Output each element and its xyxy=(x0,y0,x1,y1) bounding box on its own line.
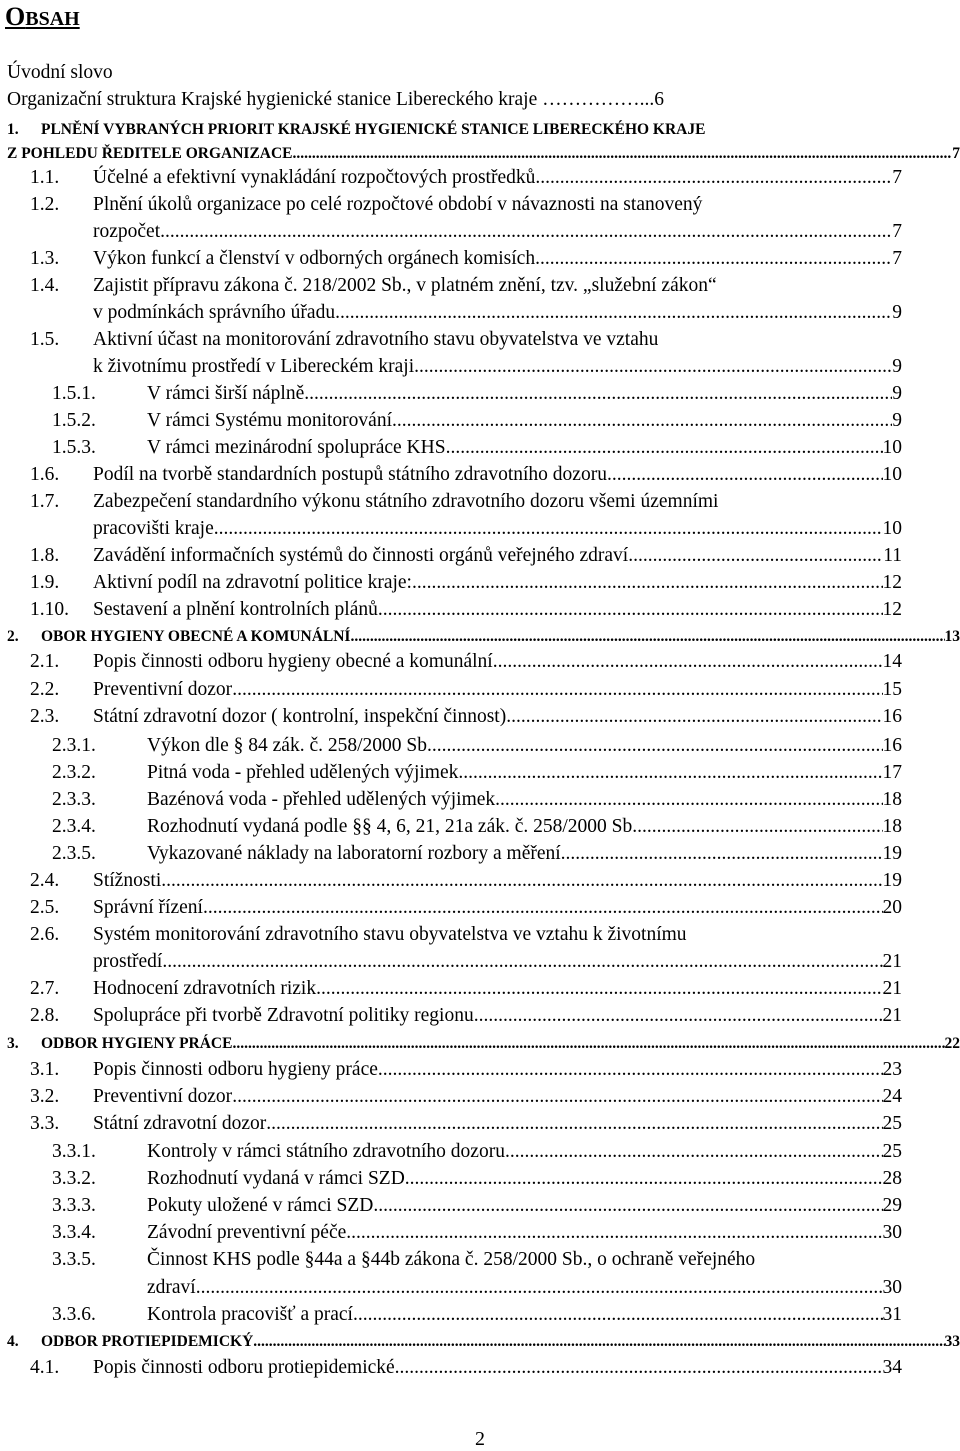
toc-entry[interactable] xyxy=(0,759,902,786)
toc-entry-number: 3.3.5. xyxy=(52,1249,96,1270)
toc-entry-title: Výkon dle § 84 zák. č. 258/2000 Sb. xyxy=(147,735,432,756)
toc-entry-number: 3. xyxy=(7,1035,19,1052)
toc-leader-dots xyxy=(350,623,944,650)
toc-entry-page: 9 xyxy=(892,356,902,377)
toc-entry-page: 17 xyxy=(882,762,902,783)
toc-entry[interactable] xyxy=(0,245,902,272)
toc-entry[interactable] xyxy=(0,1328,960,1355)
toc-entry-number: 1.5. xyxy=(30,329,60,350)
toc-entry-title: Rozhodnutí vydaná podle §§ 4, 6, 21, 21a zák. č. 258/2000 Sb. xyxy=(147,816,638,837)
toc-entry-page: 23 xyxy=(882,1059,902,1080)
toc-leader-dots xyxy=(505,1138,883,1165)
toc-entry-page: 25 xyxy=(882,1113,902,1134)
toc-entry-page: 7 xyxy=(892,221,902,242)
toc-leader-dots xyxy=(335,299,892,326)
toc-entry-title: Kontroly v rámci státního zdravotního dozoru xyxy=(147,1141,505,1162)
toc-entry-continuation[interactable] xyxy=(93,515,902,542)
toc-entry-page: 11 xyxy=(883,545,902,566)
toc-entry-title: Státní zdravotní dozor ( kontrolní, inspekční činnost) xyxy=(93,706,507,727)
toc-entry-title: OBOR HYGIENY OBECNÉ A KOMUNÁLNÍ xyxy=(41,628,351,645)
toc-leader-dots xyxy=(196,1274,883,1301)
toc-entry[interactable] xyxy=(0,1083,902,1110)
toc-entry-number: 1.5.1. xyxy=(52,383,96,404)
toc-entry-title: V rámci mezinárodní spolupráce KHS xyxy=(147,437,446,458)
toc-entry-title: ODBOR PROTIEPIDEMICKÝ xyxy=(41,1333,254,1350)
toc-entry-title: Závodní preventivní péče xyxy=(147,1222,347,1243)
toc-leader-dots xyxy=(392,407,892,434)
toc-entry-page: 9 xyxy=(892,410,902,431)
toc-entry[interactable] xyxy=(0,732,902,759)
toc-entry-page: 19 xyxy=(882,843,902,864)
toc-entry-title-continued: pracovišti kraje xyxy=(93,518,214,539)
toc-leader-dots xyxy=(232,1030,944,1057)
toc-entry-page: 29 xyxy=(882,1195,902,1216)
toc-entry-number: 1.10. xyxy=(30,599,69,620)
toc-entry-title-continued: Z POHLEDU ŘEDITELE ORGANIZACE xyxy=(7,145,293,162)
toc-entry-page: 30 xyxy=(882,1277,902,1298)
toc-entry[interactable] xyxy=(0,623,960,650)
toc-leader-dots xyxy=(373,1192,882,1219)
toc-entry[interactable] xyxy=(0,1110,902,1137)
toc-entry-number: 2.3.3. xyxy=(52,789,96,810)
intro-line: Úvodní slovo xyxy=(7,62,113,83)
toc-leader-dots xyxy=(446,434,883,461)
toc-entry-title: Bazénová voda - přehled udělených výjimek xyxy=(147,789,496,810)
toc-entry-number: 2.5. xyxy=(30,897,60,918)
toc-entry-title-continued: rozpočet xyxy=(93,221,161,242)
toc-entry-number: 2.7. xyxy=(30,978,60,999)
toc-entry-number: 2.3.1. xyxy=(52,735,96,756)
toc-entry[interactable] xyxy=(0,542,902,569)
toc-entry-title: Rozhodnutí vydaná v rámci SZD xyxy=(147,1168,405,1189)
toc-entry-page: 28 xyxy=(882,1168,902,1189)
toc-entry-continuation[interactable] xyxy=(93,948,902,975)
toc-entry-page: 31 xyxy=(882,1304,902,1325)
toc-leader-dots xyxy=(535,245,892,272)
toc-leader-dots xyxy=(395,1354,883,1381)
toc-leader-dots xyxy=(253,1328,944,1355)
toc-entry[interactable] xyxy=(0,648,902,675)
toc-entry-title: ODBOR HYGIENY PRÁCE xyxy=(41,1035,233,1052)
toc-entry-title: Správní řízení xyxy=(93,897,203,918)
toc-entry[interactable] xyxy=(0,786,902,813)
toc-entry-page: 16 xyxy=(882,735,902,756)
toc-leader-dots xyxy=(266,1110,882,1137)
toc-entry-page: 7 xyxy=(892,248,902,269)
toc-entry-number: 3.3.4. xyxy=(52,1222,96,1243)
toc-entry[interactable] xyxy=(0,921,902,948)
toc-entry-title-continued: v podmínkách správního úřadu xyxy=(93,302,336,323)
toc-leader-dots xyxy=(378,1056,883,1083)
toc-entry-page: 30 xyxy=(882,1222,902,1243)
toc-entry-title: Popis činnosti odboru protiepidemické xyxy=(93,1357,395,1378)
toc-entry[interactable] xyxy=(0,1002,902,1029)
toc-entry-number: 2.2. xyxy=(30,679,60,700)
toc-entry-number: 3.3.2. xyxy=(52,1168,96,1189)
page-title: OBSAH xyxy=(5,2,80,31)
toc-entry-number: 3.3.6. xyxy=(52,1304,96,1325)
toc-leader-dots xyxy=(628,542,883,569)
toc-entry-number: 4. xyxy=(7,1333,19,1350)
toc-entry-number: 2.8. xyxy=(30,1005,60,1026)
toc-leader-dots xyxy=(293,140,953,167)
toc-entry-number: 1.3. xyxy=(30,248,60,269)
toc-entry-title: Výkon funkcí a členství v odborných orgánech komisích xyxy=(93,248,536,269)
toc-entry-number: 2.3.5. xyxy=(52,843,96,864)
toc-leader-dots xyxy=(607,461,883,488)
toc-entry[interactable] xyxy=(0,975,902,1002)
toc-entry-title: Preventivní dozor xyxy=(93,1086,233,1107)
toc-entry-title: Státní zdravotní dozor xyxy=(93,1113,267,1134)
toc-entry-title: PLNĚNÍ VYBRANÝCH PRIORIT KRAJSKÉ HYGIENICKÉ STANICE LIBERECKÉHO KRAJE xyxy=(41,121,706,138)
toc-entry-title: Systém monitorování zdravotního stavu obyvatelstva ve vztahu k životnímu xyxy=(93,924,687,945)
toc-entry[interactable] xyxy=(0,867,902,894)
toc-entry-number: 1.5.2. xyxy=(52,410,96,431)
toc-entry-number: 1.2. xyxy=(30,194,60,215)
toc-leader-dots xyxy=(160,218,892,245)
toc-entry-title: Preventivní dozor xyxy=(93,679,233,700)
toc-entry-number: 1.1. xyxy=(30,167,60,188)
toc-leader-dots xyxy=(405,1165,883,1192)
toc-entry-page: 24 xyxy=(882,1086,902,1107)
toc-entry-number: 3.3.3. xyxy=(52,1195,96,1216)
toc-entry-page: 18 xyxy=(882,789,902,810)
toc-entry-page: 7 xyxy=(952,145,960,162)
toc-entry[interactable] xyxy=(0,407,902,434)
toc-entry-page: 15 xyxy=(882,679,902,700)
toc-entry-title: Činnost KHS podle §44a a §44b zákona č. 258/2000 Sb., o ochraně veřejného xyxy=(147,1249,756,1270)
toc-entry[interactable] xyxy=(0,1301,902,1328)
toc-entry-number: 1.6. xyxy=(30,464,60,485)
toc-entry-number: 3.2. xyxy=(30,1086,60,1107)
toc-leader-dots xyxy=(432,732,883,759)
toc-entry[interactable] xyxy=(0,813,902,840)
toc-leader-dots xyxy=(232,676,882,703)
toc-entry[interactable] xyxy=(0,434,902,461)
toc-leader-dots xyxy=(561,840,883,867)
toc-entry[interactable] xyxy=(0,191,902,218)
toc-entry-title-continued: k životnímu prostředí v Libereckém kraji xyxy=(93,356,415,377)
toc-entry[interactable] xyxy=(0,1192,902,1219)
toc-entry[interactable] xyxy=(0,569,902,596)
toc-entry-number: 2.3.4. xyxy=(52,816,96,837)
toc-entry-page: 9 xyxy=(892,302,902,323)
toc-entry[interactable] xyxy=(0,116,960,143)
toc-entry-page: 12 xyxy=(882,599,902,620)
toc-entry-number: 3.3.1. xyxy=(52,1141,96,1162)
toc-entry-continuation[interactable] xyxy=(7,140,960,167)
toc-entry-number: 1.7. xyxy=(30,491,60,512)
toc-entry-number: 1.4. xyxy=(30,275,60,296)
toc-entry-number: 2.6. xyxy=(30,924,60,945)
toc-entry-title: Aktivní účast na monitorování zdravotního stavu obyvatelstva ve vztahu xyxy=(93,329,659,350)
toc-entry-title: Popis činnosti odboru hygieny práce xyxy=(93,1059,378,1080)
toc-entry-page: 22 xyxy=(944,1035,960,1052)
toc-entry[interactable] xyxy=(0,894,902,921)
toc-leader-dots xyxy=(353,1301,883,1328)
toc-entry[interactable] xyxy=(0,488,902,515)
toc-entry[interactable] xyxy=(0,1165,902,1192)
toc-entry-title: Plnění úkolů organizace po celé rozpočtové období v návaznosti na stanovený xyxy=(93,194,703,215)
toc-entry-title-continued: prostředí xyxy=(93,951,163,972)
toc-entry-page: 9 xyxy=(892,383,902,404)
org-line: Organizační struktura Krajské hygienické stanice Libereckého kraje ……………...6 xyxy=(7,89,664,110)
toc-entry[interactable] xyxy=(0,164,902,191)
toc-leader-dots xyxy=(535,164,892,191)
toc-entry-title: Stížnosti xyxy=(93,870,162,891)
toc-entry-number: 3.3. xyxy=(30,1113,60,1134)
toc-entry-title: Spolupráce při tvorbě Zdravotní politiky regionu xyxy=(93,1005,474,1026)
toc-leader-dots xyxy=(203,894,883,921)
toc-entry-title: Popis činnosti odboru hygieny obecné a komunální xyxy=(93,651,493,672)
toc-entry-page: 12 xyxy=(882,572,902,593)
toc-leader-dots xyxy=(414,353,892,380)
toc-entry-page: 21 xyxy=(882,951,902,972)
toc-entry[interactable] xyxy=(0,703,902,730)
toc-entry[interactable] xyxy=(0,1138,902,1165)
toc-leader-dots xyxy=(162,948,882,975)
toc-entry-number: 3.1. xyxy=(30,1059,60,1080)
toc-entry-title: Aktivní podíl na zdravotní politice kraje: xyxy=(93,572,412,593)
toc-entry-title: Zajistit přípravu zákona č. 218/2002 Sb., v platném znění, tzv. „služební zákon“ xyxy=(93,275,717,296)
toc-entry-number: 2.1. xyxy=(30,651,60,672)
toc-entry-page: 7 xyxy=(892,167,902,188)
toc-entry-title: Zavádění informačních systémů do činnosti orgánů veřejného zdraví xyxy=(93,545,629,566)
toc-entry[interactable] xyxy=(0,272,902,299)
toc-entry[interactable] xyxy=(0,1354,902,1381)
toc-entry-number: 1.9. xyxy=(30,572,60,593)
toc-entry-title: Účelné a efektivní vynakládání rozpočtových prostředků xyxy=(93,167,536,188)
toc-entry-page: 20 xyxy=(882,897,902,918)
toc-entry-title: V rámci Systému monitorování xyxy=(147,410,392,431)
toc-entry[interactable] xyxy=(0,461,902,488)
toc-entry-title: V rámci širší náplně xyxy=(147,383,305,404)
toc-entry-page: 34 xyxy=(882,1357,902,1378)
toc-entry-number: 4.1. xyxy=(30,1357,60,1378)
toc-leader-dots xyxy=(412,569,883,596)
toc-entry-title: Pokuty uložené v rámci SZD xyxy=(147,1195,374,1216)
toc-entry[interactable] xyxy=(0,1056,902,1083)
toc-entry-number: 1.5.3. xyxy=(52,437,96,458)
toc-leader-dots xyxy=(495,786,882,813)
page-number: 2 xyxy=(475,1428,485,1450)
toc-entry-page: 10 xyxy=(882,518,902,539)
toc-entry-page: 18 xyxy=(882,816,902,837)
toc-leader-dots xyxy=(458,759,882,786)
toc-entry-page: 33 xyxy=(944,1333,960,1350)
toc-leader-dots xyxy=(346,1219,882,1246)
toc-leader-dots xyxy=(232,1083,882,1110)
toc-entry-page: 10 xyxy=(882,464,902,485)
toc-leader-dots xyxy=(506,703,882,730)
toc-entry-title: Sestavení a plnění kontrolních plánů xyxy=(93,599,378,620)
toc-entry-page: 25 xyxy=(882,1141,902,1162)
toc-leader-dots xyxy=(493,648,883,675)
toc-entry[interactable] xyxy=(0,596,902,623)
toc-entry-title: Podíl na tvorbě standardních postupů státního zdravotního dozoru xyxy=(93,464,607,485)
toc-entry-page: 21 xyxy=(882,978,902,999)
toc-leader-dots xyxy=(316,975,882,1002)
toc-entry-number: 2.3.2. xyxy=(52,762,96,783)
toc-entry[interactable] xyxy=(0,840,902,867)
toc-entry-continuation[interactable] xyxy=(93,299,902,326)
toc-entry-number: 2.4. xyxy=(30,870,60,891)
toc-entry-page: 10 xyxy=(882,437,902,458)
toc-entry-page: 13 xyxy=(944,628,960,645)
toc-entry[interactable] xyxy=(0,676,902,703)
toc-entry-title: Vykazované náklady na laboratorní rozbory a měření xyxy=(147,843,561,864)
toc-leader-dots xyxy=(214,515,883,542)
toc-entry[interactable] xyxy=(0,1219,902,1246)
toc-leader-dots xyxy=(161,867,882,894)
toc-leader-dots xyxy=(474,1002,883,1029)
toc-entry[interactable] xyxy=(0,380,902,407)
toc-entry-title: Kontrola pracovišť a prací xyxy=(147,1304,353,1325)
toc-entry-number: 2. xyxy=(7,628,19,645)
toc-entry-number: 1. xyxy=(7,121,19,138)
toc-entry-page: 14 xyxy=(882,651,902,672)
toc-entry-page: 16 xyxy=(882,706,902,727)
toc-entry[interactable] xyxy=(0,1246,902,1273)
toc-entry-title: Hodnocení zdravotních rizik xyxy=(93,978,317,999)
toc-leader-dots xyxy=(378,596,883,623)
toc-entry[interactable] xyxy=(0,326,902,353)
toc-entry-title: Zabezpečení standardního výkonu státního zdravotního dozoru všemi územními xyxy=(93,491,719,512)
toc-leader-dots xyxy=(304,380,892,407)
toc-entry-continuation[interactable] xyxy=(147,1274,902,1301)
toc-entry[interactable] xyxy=(0,1030,960,1057)
toc-entry-continuation[interactable] xyxy=(93,353,902,380)
toc-entry-page: 19 xyxy=(882,870,902,891)
toc-entry-title: Pitná voda - přehled udělených výjimek xyxy=(147,762,459,783)
toc-entry-continuation[interactable] xyxy=(93,218,902,245)
toc-entry-number: 1.8. xyxy=(30,545,60,566)
toc-entry-number: 2.3. xyxy=(30,706,60,727)
toc-leader-dots xyxy=(637,813,882,840)
toc-entry-page: 21 xyxy=(882,1005,902,1026)
toc-entry-title-continued: zdraví xyxy=(147,1277,196,1298)
